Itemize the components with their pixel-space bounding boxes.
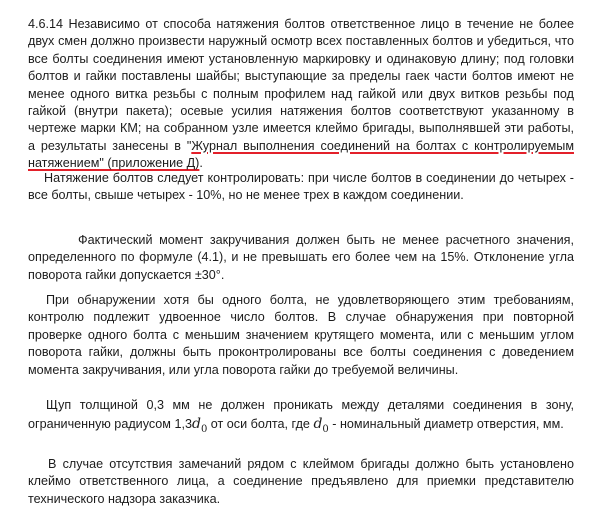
- math-subscript: 0: [200, 423, 208, 435]
- math-subscript: 0: [322, 423, 329, 435]
- journal-reference: Журнал выполнения соединений на болтах с контролируемым натяжением" (приложение Д): [28, 138, 574, 171]
- paragraph-text-end: .: [199, 156, 203, 171]
- paragraph-text: 4.6.14 Независимо от способа натяжения болтов ответственное лицо в течение не более двух смен должно произвести наружный осмотр всех поставленных болтов и убедиться, что все болты соединения имеют установленную маркировку и одинаковую длину; под головки болтов и гайки поставлены шайбы; выступающие за пределы гаек части болтов имеют не менее одного витка резьбы с полным профилем над гайкой или двух витков резьбы под гайкой (внутри пакета); осевые усилия натяжения болтов соответствуют указанному в чертеже марки КМ; на собранном узле имеется клеймо бригады, выполнявшей эти работы, а результаты занесены в ": [28, 17, 574, 153]
- paragraph-tightening-moment: [28, 232, 574, 284]
- paragraph-text: В случае отсутствия замечаний рядом с клеймом бригады должно быть установлено клеймо ответственного лица, а соединение предъявлено для приемки представителю технического надзора заказчика.: [28, 457, 574, 506]
- paragraph-defect-detection: [28, 292, 574, 379]
- paragraph-bolt-tension-control: [28, 170, 574, 205]
- paragraph-text-end: - номинальный диаметр отверстия, мм.: [328, 417, 564, 431]
- paragraph-acceptance: [28, 456, 574, 508]
- paragraph-text: При обнаружении хотя бы одного болта, не удовлетворяющего этим требованиям, контролю подлежит удвоенное число болтов. В случае обнаружения при повторной проверке одного болта с меньшим значением крутящего момента, или с меньшим углом поворота гайки, должны быть проконтролированы все болты соединения с доведением момента закручивания, или угла поворота гайки до требуемой величины.: [28, 293, 574, 377]
- paragraph-text: Натяжение болтов следует контролировать: при числе болтов в соединении до четырех - все болты, свыше четырех - 10%, но не менее трех в каждом соединении.: [28, 171, 574, 203]
- paragraph-4-6-14: [28, 16, 574, 173]
- paragraph-text-middle: от оси болта, где: [207, 417, 314, 431]
- paragraph-feeler-gauge: [28, 396, 574, 439]
- paragraph-text-start: Щуп толщиной 0,3 мм не должен проникать между деталями соединения в зону, ограниченную радиусом 1,3: [28, 398, 574, 431]
- math-symbol: d: [313, 416, 323, 432]
- paragraph-text: Фактический момент закручивания должен быть не менее расчетного значения, определенного по формуле (4.1), и не превышать его более чем на 15%. Отклонение угла поворота гайки допускается ±30°.: [28, 233, 574, 282]
- math-symbol: d: [191, 416, 201, 432]
- formula-d0: [191, 416, 208, 435]
- formula-d0-second: [313, 416, 329, 435]
